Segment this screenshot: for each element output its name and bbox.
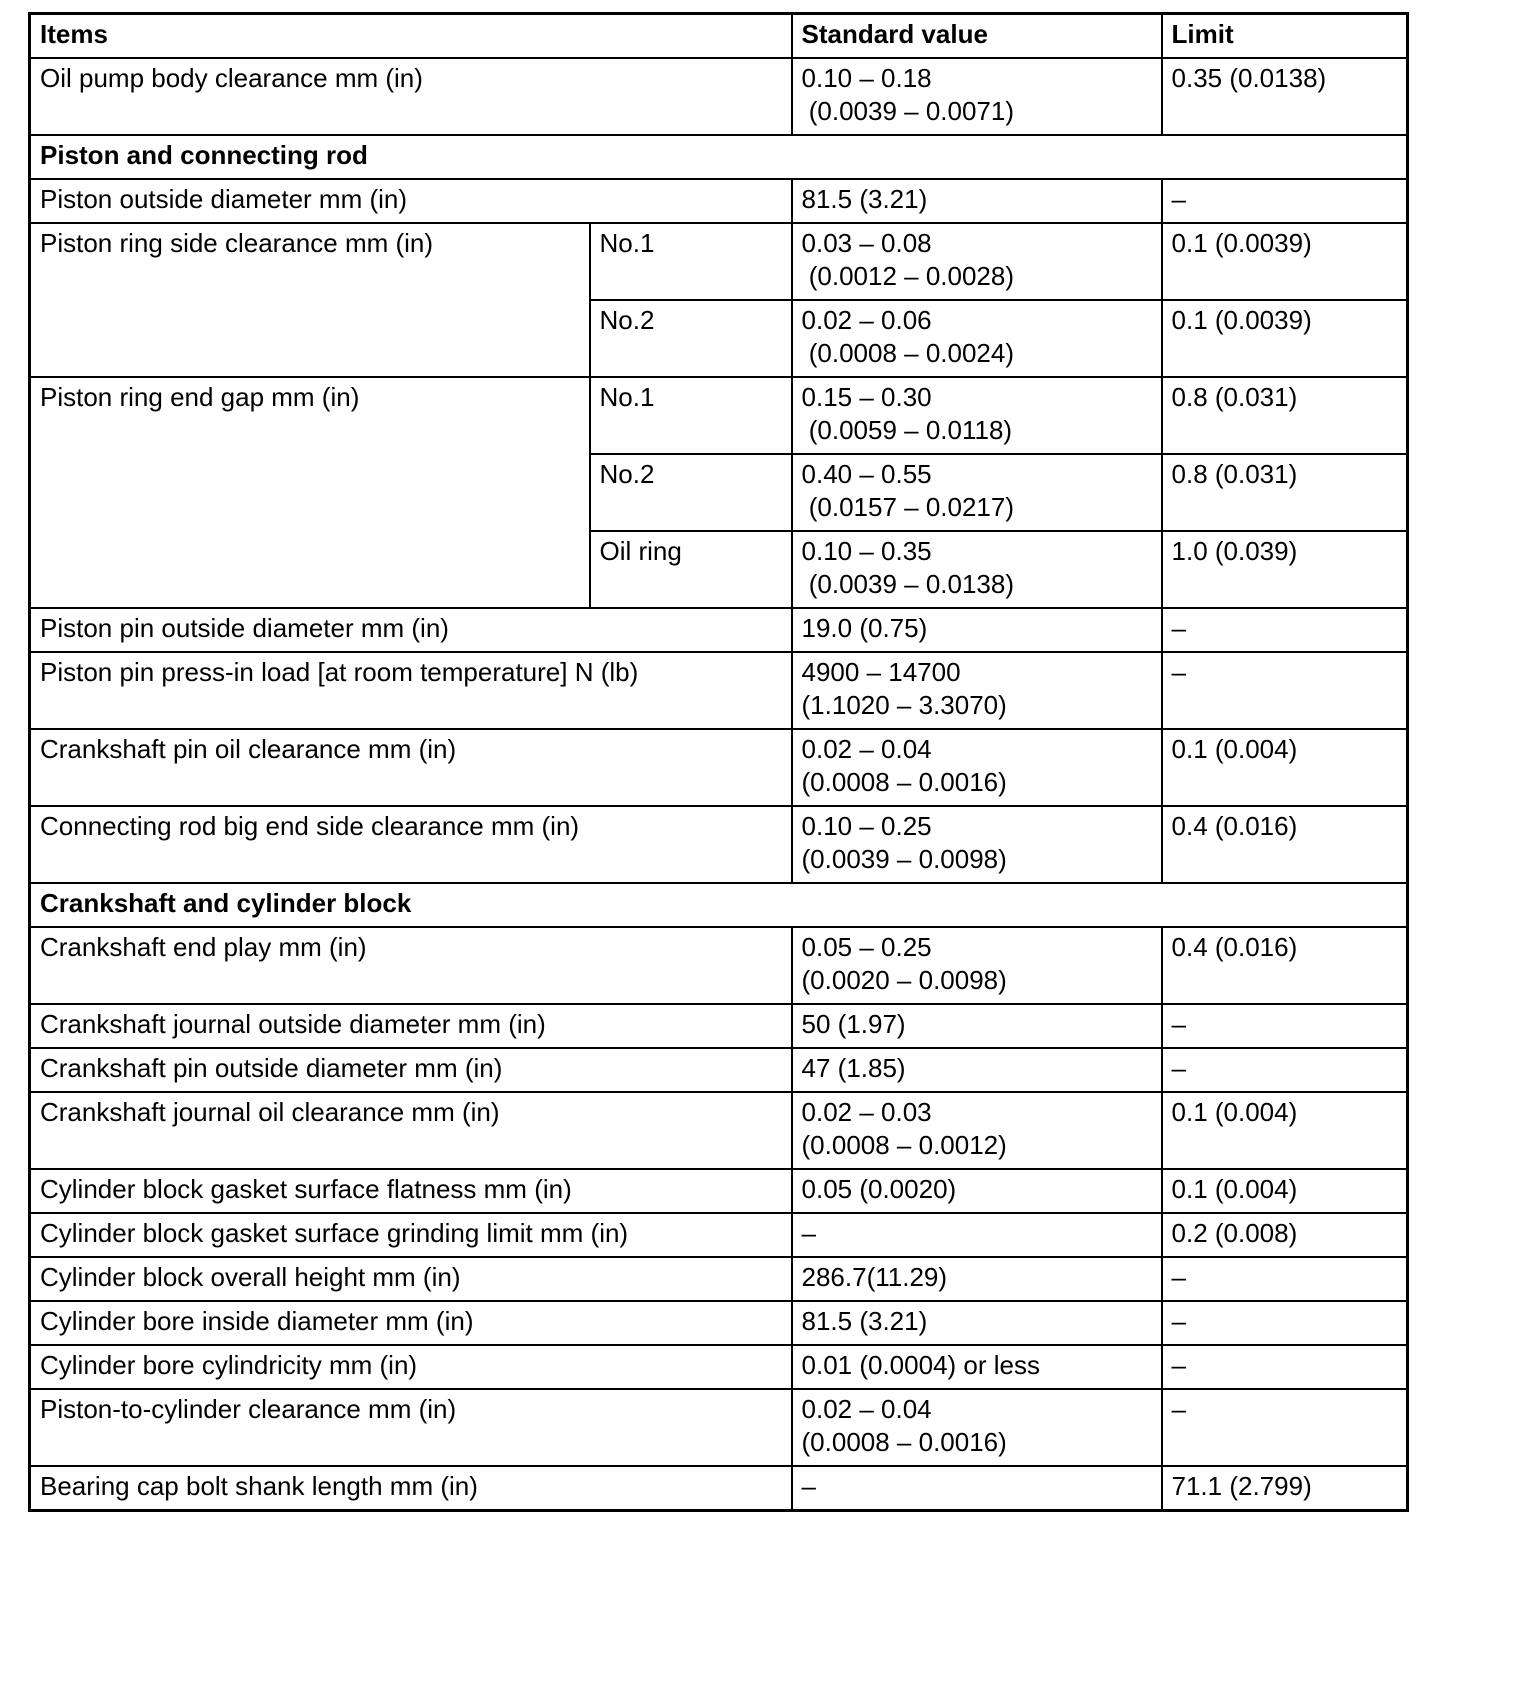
standard-value-cell (792, 1389, 1162, 1466)
table-row (30, 652, 1408, 729)
cell-line: 0.15 – 0.30 (801, 382, 932, 412)
table-row (30, 223, 1408, 300)
item-cell: Crankshaft pin oil clearance mm (in) (30, 729, 792, 806)
sub-item-cell: Oil ring (590, 531, 792, 608)
cell-line: 19.0 (0.75) (801, 613, 928, 643)
cell-line: (0.0008 – 0.0016) (801, 1427, 1007, 1457)
limit-cell: 0.2 (0.008) (1162, 1213, 1408, 1257)
cell-line: 81.5 (3.21) (801, 1306, 928, 1336)
table-row (30, 1389, 1408, 1466)
table-row (30, 58, 1408, 135)
limit-cell: 0.8 (0.031) (1162, 377, 1408, 454)
cell-line: – (801, 1471, 816, 1501)
spec-table-body (30, 58, 1408, 1511)
cell-line: 0.05 – 0.25 (801, 932, 932, 962)
cell-line: 81.5 (3.21) (801, 184, 928, 214)
limit-cell: 0.4 (0.016) (1162, 927, 1408, 1004)
cell-line: 50 (1.97) (801, 1009, 906, 1039)
standard-value-cell (792, 806, 1162, 883)
table-row (30, 1048, 1408, 1092)
item-cell: Piston pin outside diameter mm (in) (30, 608, 792, 652)
cell-line: (0.0008 – 0.0016) (801, 767, 1007, 797)
item-cell: Oil pump body clearance mm (in) (30, 58, 792, 135)
cell-line: 286.7(11.29) (801, 1262, 948, 1292)
item-cell: Piston outside diameter mm (in) (30, 179, 792, 223)
standard-value-cell (792, 1092, 1162, 1169)
standard-value-cell (792, 300, 1162, 377)
cell-line: 0.02 – 0.04 (801, 1394, 932, 1424)
cell-line: (0.0039 – 0.0098) (801, 844, 1007, 874)
item-cell: Crankshaft end play mm (in) (30, 927, 792, 1004)
cell-line: 0.02 – 0.04 (801, 734, 932, 764)
limit-cell: – (1162, 1257, 1408, 1301)
header-row (30, 14, 1408, 59)
item-cell: Piston-to-cylinder clearance mm (in) (30, 1389, 792, 1466)
item-cell: Piston ring side clearance mm (in) (30, 223, 590, 377)
standard-value-cell (792, 1169, 1162, 1213)
cell-line: 0.05 (0.0020) (801, 1174, 957, 1204)
limit-cell: 0.8 (0.031) (1162, 454, 1408, 531)
cell-line: (0.0157 – 0.0217) (801, 492, 1015, 522)
header-limit: Limit (1162, 14, 1408, 59)
table-row (30, 1213, 1408, 1257)
item-cell: Crankshaft journal outside diameter mm (in) (30, 1004, 792, 1048)
cell-line: (0.0008 – 0.0012) (801, 1130, 1007, 1160)
standard-value-cell (792, 1048, 1162, 1092)
cell-line: 0.10 – 0.25 (801, 811, 932, 841)
item-cell: Crankshaft journal oil clearance mm (in) (30, 1092, 792, 1169)
table-row (30, 1466, 1408, 1511)
cell-line: (0.0059 – 0.0118) (801, 415, 1013, 445)
limit-cell: 0.4 (0.016) (1162, 806, 1408, 883)
table-row (30, 927, 1408, 1004)
table-row (30, 729, 1408, 806)
standard-value-cell (792, 729, 1162, 806)
limit-cell: – (1162, 608, 1408, 652)
limit-cell: 1.0 (0.039) (1162, 531, 1408, 608)
table-row (30, 1301, 1408, 1345)
standard-value-cell (792, 179, 1162, 223)
limit-cell: 0.1 (0.0039) (1162, 223, 1408, 300)
standard-value-cell (792, 1345, 1162, 1389)
item-cell: Piston pin press-in load [at room temperature] N (lb) (30, 652, 792, 729)
cell-line: 4900 – 14700 (801, 657, 961, 687)
standard-value-cell (792, 1004, 1162, 1048)
item-cell: Piston ring end gap mm (in) (30, 377, 590, 608)
item-cell: Bearing cap bolt shank length mm (in) (30, 1466, 792, 1511)
cell-line: 0.40 – 0.55 (801, 459, 932, 489)
limit-cell: 71.1 (2.799) (1162, 1466, 1408, 1511)
section-row (30, 135, 1408, 179)
table-row (30, 608, 1408, 652)
limit-cell: – (1162, 1048, 1408, 1092)
cell-line: 0.01 (0.0004) or less (801, 1350, 1040, 1380)
table-row (30, 1257, 1408, 1301)
limit-cell: 0.1 (0.004) (1162, 1169, 1408, 1213)
limit-cell: – (1162, 1389, 1408, 1466)
standard-value-cell (792, 608, 1162, 652)
standard-value-cell (792, 652, 1162, 729)
item-cell: Cylinder block gasket surface grinding limit mm (in) (30, 1213, 792, 1257)
cell-line: 0.10 – 0.35 (801, 536, 932, 566)
standard-value-cell (792, 1213, 1162, 1257)
sub-item-cell: No.2 (590, 300, 792, 377)
sub-item-cell: No.1 (590, 377, 792, 454)
section-row (30, 883, 1408, 927)
item-cell: Cylinder bore inside diameter mm (in) (30, 1301, 792, 1345)
limit-cell: – (1162, 652, 1408, 729)
cell-line: (0.0020 – 0.0098) (801, 965, 1007, 995)
standard-value-cell (792, 927, 1162, 1004)
standard-value-cell (792, 531, 1162, 608)
standard-value-cell (792, 58, 1162, 135)
cell-line: 0.02 – 0.03 (801, 1097, 932, 1127)
cell-line: (0.0012 – 0.0028) (801, 261, 1015, 291)
limit-cell: – (1162, 1004, 1408, 1048)
limit-cell: – (1162, 1345, 1408, 1389)
standard-value-cell (792, 1301, 1162, 1345)
table-row (30, 1092, 1408, 1169)
limit-cell: – (1162, 179, 1408, 223)
header-items: Items (30, 14, 792, 59)
limit-cell: 0.1 (0.004) (1162, 1092, 1408, 1169)
table-row (30, 806, 1408, 883)
section-header-cell: Piston and connecting rod (30, 135, 1408, 179)
item-cell: Cylinder block overall height mm (in) (30, 1257, 792, 1301)
section-header-cell: Crankshaft and cylinder block (30, 883, 1408, 927)
cell-line: 0.10 – 0.18 (801, 63, 932, 93)
standard-value-cell (792, 223, 1162, 300)
standard-value-cell (792, 454, 1162, 531)
cell-line: 0.03 – 0.08 (801, 228, 932, 258)
standard-value-cell (792, 377, 1162, 454)
cell-line: (0.0039 – 0.0138) (801, 569, 1015, 599)
cell-line: (1.1020 – 3.3070) (801, 690, 1007, 720)
table-row (30, 1004, 1408, 1048)
sub-item-cell: No.1 (590, 223, 792, 300)
item-cell: Connecting rod big end side clearance mm (in) (30, 806, 792, 883)
item-cell: Cylinder block gasket surface flatness mm (in) (30, 1169, 792, 1213)
standard-value-cell (792, 1257, 1162, 1301)
standard-value-cell (792, 1466, 1162, 1511)
limit-cell: 0.35 (0.0138) (1162, 58, 1408, 135)
limit-cell: – (1162, 1301, 1408, 1345)
cell-line: (0.0039 – 0.0071) (801, 96, 1015, 126)
limit-cell: 0.1 (0.0039) (1162, 300, 1408, 377)
item-cell: Cylinder bore cylindricity mm (in) (30, 1345, 792, 1389)
table-row (30, 179, 1408, 223)
cell-line: – (801, 1218, 816, 1248)
sub-item-cell: No.2 (590, 454, 792, 531)
cell-line: 0.02 – 0.06 (801, 305, 932, 335)
table-row (30, 1169, 1408, 1213)
engine-spec-table (28, 12, 1409, 1512)
cell-line: 47 (1.85) (801, 1053, 906, 1083)
cell-line: (0.0008 – 0.0024) (801, 338, 1015, 368)
table-row (30, 1345, 1408, 1389)
table-row (30, 377, 1408, 454)
limit-cell: 0.1 (0.004) (1162, 729, 1408, 806)
header-standard-value: Standard value (792, 14, 1162, 59)
item-cell: Crankshaft pin outside diameter mm (in) (30, 1048, 792, 1092)
